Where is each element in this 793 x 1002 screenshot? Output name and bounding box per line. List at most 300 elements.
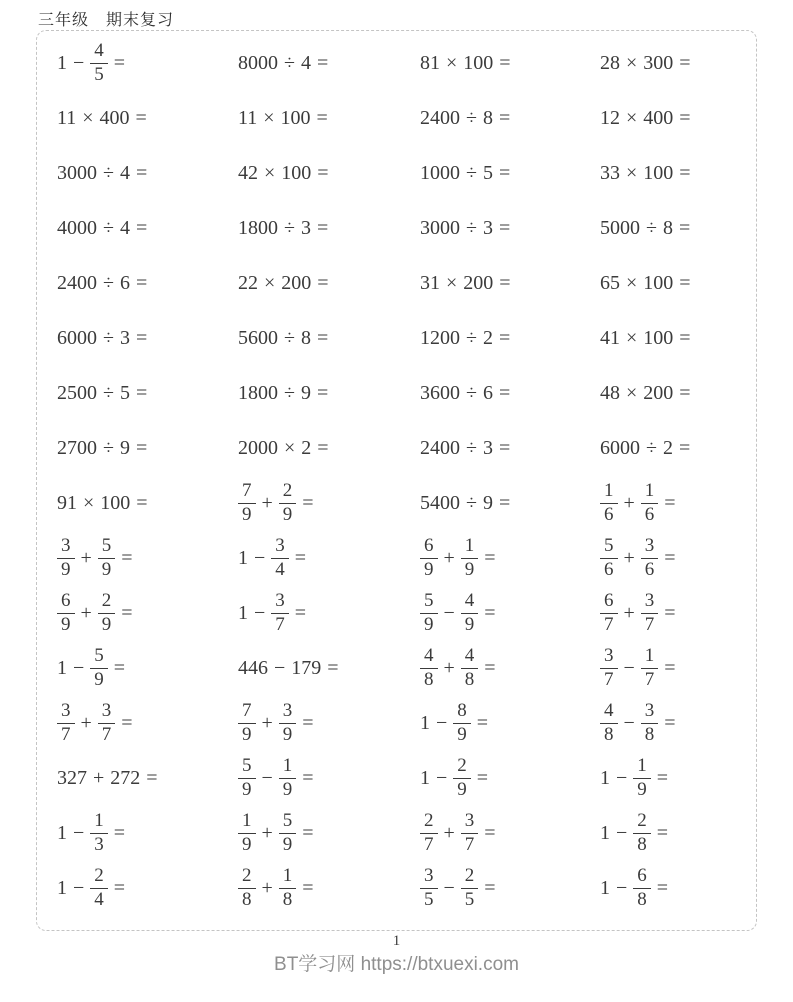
problem-cell: [57, 201, 238, 256]
problem-cell: [238, 256, 420, 311]
math-token: ×: [83, 492, 95, 514]
math-token: 2: [662, 437, 673, 459]
problem-cell: [57, 751, 238, 806]
math-token: =: [664, 657, 676, 679]
math-token: +: [80, 547, 92, 569]
math-token: =: [484, 822, 496, 844]
fraction: $\frac{3}{6}$: [641, 536, 659, 580]
math-token: ÷: [466, 437, 477, 459]
math-token: ÷: [466, 382, 477, 404]
math-token: ×: [626, 162, 638, 184]
math-token: =: [679, 382, 691, 404]
math-token: 9: [119, 437, 130, 459]
math-token: 1800: [238, 217, 278, 239]
math-token: 81: [420, 52, 440, 74]
math-token: +: [261, 822, 273, 844]
math-token: =: [302, 877, 314, 899]
fraction: $\frac{3}{7}$: [271, 591, 289, 635]
math-token: 2400: [57, 272, 97, 294]
math-token: =: [484, 657, 496, 679]
fraction: $\frac{2}{8}$: [238, 866, 256, 910]
fraction: $\frac{1}{9}$: [633, 756, 651, 800]
problem-cell: [238, 421, 420, 476]
problem-cell: [57, 806, 238, 861]
math-token: =: [316, 327, 329, 349]
math-token: ÷: [466, 217, 477, 239]
math-token: 272: [110, 767, 141, 789]
math-token: ×: [626, 107, 638, 129]
math-token: =: [135, 327, 148, 349]
math-token: 2700: [57, 437, 97, 459]
math-token: =: [678, 437, 691, 459]
math-token: 100: [643, 327, 674, 349]
fraction: $\frac{2}{4}$: [90, 866, 108, 910]
math-token: −: [616, 877, 628, 899]
math-token: 3000: [57, 162, 97, 184]
problem-cell: [57, 476, 238, 531]
problem-cell: [238, 531, 420, 586]
fraction: $\frac{1}{9}$: [461, 536, 479, 580]
problem-cell: [420, 476, 600, 531]
problem-cell: [57, 861, 238, 916]
problem-cell: [57, 696, 238, 751]
problem-cell: [420, 696, 600, 751]
math-token: 5: [482, 162, 493, 184]
math-token: =: [499, 272, 511, 294]
fraction: $\frac{4}{5}$: [90, 41, 108, 85]
math-token: =: [656, 767, 669, 789]
problem-cell: [420, 806, 600, 861]
math-token: 2: [482, 327, 493, 349]
problem-cell: [420, 751, 600, 806]
fraction: $\frac{1}{9}$: [238, 811, 256, 855]
problem-cell: [420, 531, 600, 586]
math-token: =: [302, 822, 314, 844]
math-token: 1: [420, 767, 430, 789]
problem-cell: [57, 91, 238, 146]
math-token: 100: [643, 162, 674, 184]
math-token: =: [484, 877, 496, 899]
math-token: 100: [643, 272, 674, 294]
math-token: ÷: [466, 162, 477, 184]
math-token: 5600: [238, 327, 278, 349]
math-token: −: [254, 602, 266, 624]
math-token: +: [261, 877, 273, 899]
fraction: $\frac{2}{9}$: [98, 591, 116, 635]
math-token: ÷: [284, 217, 295, 239]
math-token: −: [73, 822, 85, 844]
math-token: =: [136, 492, 148, 514]
math-token: =: [135, 437, 148, 459]
math-token: =: [135, 272, 148, 294]
math-token: 6: [119, 272, 130, 294]
problem-cell: [600, 366, 748, 421]
problem-cell: [57, 641, 238, 696]
math-token: 8: [482, 107, 493, 129]
problem-cell: [57, 531, 238, 586]
fraction: $\frac{6}{9}$: [57, 591, 75, 635]
problem-cell: [238, 476, 420, 531]
math-token: +: [80, 602, 92, 624]
fraction: $\frac{1}{6}$: [641, 481, 659, 525]
math-token: =: [113, 822, 126, 844]
math-token: 91: [57, 492, 77, 514]
math-token: −: [274, 657, 286, 679]
fraction: $\frac{4}{8}$: [600, 701, 618, 745]
problem-cell: [600, 146, 748, 201]
math-token: ÷: [103, 162, 114, 184]
math-token: 31: [420, 272, 440, 294]
fraction: $\frac{5}{9}$: [420, 591, 438, 635]
problem-cell: [420, 201, 600, 256]
math-token: =: [302, 492, 314, 514]
math-token: 8: [662, 217, 673, 239]
math-token: 1: [600, 767, 610, 789]
problem-cell: [600, 311, 748, 366]
math-token: −: [616, 822, 628, 844]
math-token: =: [121, 547, 133, 569]
math-token: −: [254, 547, 266, 569]
math-token: 1: [420, 712, 430, 734]
math-token: 100: [463, 52, 494, 74]
fraction: $\frac{4}{8}$: [461, 646, 479, 690]
math-token: 400: [99, 107, 130, 129]
math-token: 11: [57, 107, 77, 129]
math-token: ×: [626, 52, 638, 74]
math-token: 5: [119, 382, 130, 404]
math-token: 1: [57, 822, 67, 844]
math-token: =: [664, 602, 676, 624]
math-token: ×: [626, 327, 638, 349]
math-token: ÷: [103, 217, 114, 239]
math-token: 65: [600, 272, 620, 294]
fraction: $\frac{8}{9}$: [453, 701, 471, 745]
math-token: =: [135, 382, 148, 404]
problem-cell: [238, 36, 420, 91]
problem-cell: [600, 861, 748, 916]
math-token: 4: [119, 217, 130, 239]
math-token: ÷: [466, 327, 477, 349]
math-token: =: [664, 712, 676, 734]
problem-cell: [57, 311, 238, 366]
math-token: 1: [600, 822, 610, 844]
problem-cell: [57, 366, 238, 421]
math-token: =: [484, 547, 496, 569]
math-token: 48: [600, 382, 620, 404]
math-token: 100: [280, 107, 311, 129]
fraction: $\frac{7}{9}$: [238, 701, 256, 745]
math-token: ÷: [284, 52, 295, 74]
math-token: ×: [284, 437, 296, 459]
math-token: =: [476, 712, 489, 734]
math-token: =: [113, 877, 126, 899]
math-token: ÷: [646, 217, 657, 239]
problem-cell: [238, 806, 420, 861]
math-token: ×: [82, 107, 94, 129]
math-token: +: [623, 602, 635, 624]
math-token: +: [623, 547, 635, 569]
math-token: 5400: [420, 492, 460, 514]
math-token: ÷: [103, 382, 114, 404]
math-token: 3: [119, 327, 130, 349]
math-token: ×: [446, 52, 458, 74]
math-token: =: [679, 52, 691, 74]
fraction: $\frac{1}{8}$: [279, 866, 297, 910]
math-token: 5000: [600, 217, 640, 239]
math-token: 22: [238, 272, 258, 294]
problem-cell: [600, 531, 748, 586]
math-token: 12: [600, 107, 620, 129]
math-token: 1: [238, 547, 248, 569]
math-token: 6000: [57, 327, 97, 349]
math-token: 3: [482, 217, 493, 239]
problem-cell: [420, 861, 600, 916]
math-token: =: [316, 382, 329, 404]
fraction: $\frac{2}{8}$: [633, 811, 651, 855]
fraction: $\frac{5}{9}$: [90, 646, 108, 690]
problem-cell: [57, 36, 238, 91]
fraction: $\frac{3}{8}$: [641, 701, 659, 745]
math-token: 1800: [238, 382, 278, 404]
math-token: −: [443, 877, 455, 899]
fraction: $\frac{2}{5}$: [461, 866, 479, 910]
fraction: $\frac{2}{7}$: [420, 811, 438, 855]
math-token: −: [73, 52, 85, 74]
math-token: −: [436, 767, 448, 789]
problem-cell: [238, 586, 420, 641]
math-token: 4: [300, 52, 311, 74]
math-token: =: [113, 657, 126, 679]
fraction: $\frac{7}{9}$: [238, 481, 256, 525]
math-token: 200: [281, 272, 312, 294]
math-token: 2500: [57, 382, 97, 404]
math-token: 41: [600, 327, 620, 349]
problem-cell: [600, 91, 748, 146]
fraction: $\frac{1}{6}$: [600, 481, 618, 525]
problem-cell: [600, 476, 748, 531]
math-token: 100: [281, 162, 312, 184]
math-token: 2000: [238, 437, 278, 459]
math-token: =: [316, 217, 329, 239]
math-token: =: [678, 217, 691, 239]
math-token: =: [135, 162, 148, 184]
math-token: =: [679, 272, 691, 294]
fraction: $\frac{6}{8}$: [633, 866, 651, 910]
math-token: −: [616, 767, 628, 789]
math-token: −: [261, 767, 273, 789]
math-token: =: [679, 327, 691, 349]
math-token: 1200: [420, 327, 460, 349]
fraction: $\frac{6}{9}$: [420, 536, 438, 580]
math-token: 327: [57, 767, 87, 789]
math-token: +: [80, 712, 92, 734]
math-token: 2: [301, 437, 312, 459]
math-token: +: [93, 767, 105, 789]
fraction: $\frac{2}{9}$: [279, 481, 297, 525]
fraction: $\frac{3}{7}$: [641, 591, 659, 635]
math-token: 42: [238, 162, 258, 184]
math-token: =: [317, 162, 329, 184]
fraction: $\frac{5}{9}$: [279, 811, 297, 855]
math-token: 1: [57, 657, 67, 679]
problem-cell: [420, 36, 600, 91]
problems-grid: [57, 36, 748, 916]
math-token: =: [498, 327, 511, 349]
math-token: +: [261, 712, 273, 734]
math-token: ×: [626, 382, 638, 404]
math-token: 2400: [420, 107, 460, 129]
problem-cell: [238, 201, 420, 256]
problem-cell: [420, 146, 600, 201]
math-token: 8000: [238, 52, 278, 74]
math-token: =: [664, 492, 676, 514]
math-token: =: [317, 437, 329, 459]
math-token: 179: [291, 657, 322, 679]
math-token: +: [443, 657, 455, 679]
problem-cell: [238, 641, 420, 696]
problem-cell: [420, 91, 600, 146]
math-token: ÷: [103, 327, 114, 349]
problem-cell: [420, 641, 600, 696]
math-token: 4000: [57, 217, 97, 239]
math-token: −: [73, 657, 85, 679]
problem-cell: [57, 586, 238, 641]
math-token: ÷: [646, 437, 657, 459]
math-token: =: [498, 382, 511, 404]
math-token: =: [135, 217, 148, 239]
math-token: 9: [300, 382, 311, 404]
math-token: 3000: [420, 217, 460, 239]
problem-cell: [420, 366, 600, 421]
math-token: −: [623, 712, 635, 734]
problem-cell: [57, 146, 238, 201]
math-token: 28: [600, 52, 620, 74]
math-token: =: [679, 162, 691, 184]
math-token: +: [261, 492, 273, 514]
math-token: =: [121, 712, 133, 734]
math-token: ×: [626, 272, 638, 294]
math-token: ×: [446, 272, 458, 294]
problem-cell: [238, 751, 420, 806]
math-token: −: [623, 657, 635, 679]
problem-cell: [600, 751, 748, 806]
math-token: +: [443, 547, 455, 569]
problem-cell: [420, 311, 600, 366]
math-token: =: [498, 437, 511, 459]
page-title: 三年级 期末复习: [38, 12, 175, 29]
fraction: $\frac{3}{5}$: [420, 866, 438, 910]
problem-cell: [600, 696, 748, 751]
math-token: ÷: [103, 272, 114, 294]
math-token: ÷: [284, 382, 295, 404]
problem-cell: [238, 696, 420, 751]
problem-cell: [420, 256, 600, 311]
math-token: 6: [482, 382, 493, 404]
fraction: $\frac{5}{6}$: [600, 536, 618, 580]
math-token: 3: [300, 217, 311, 239]
math-token: 33: [600, 162, 620, 184]
math-token: =: [664, 547, 676, 569]
math-token: =: [656, 822, 669, 844]
fraction: $\frac{4}{9}$: [461, 591, 479, 635]
math-token: 1: [57, 877, 67, 899]
problems-border-box: [36, 30, 757, 931]
math-token: 3: [482, 437, 493, 459]
problem-cell: [420, 421, 600, 476]
problem-cell: [600, 256, 748, 311]
math-token: +: [623, 492, 635, 514]
math-token: ×: [263, 107, 275, 129]
math-token: =: [294, 547, 307, 569]
problem-cell: [600, 641, 748, 696]
math-token: 6000: [600, 437, 640, 459]
math-token: =: [656, 877, 669, 899]
math-token: =: [317, 272, 329, 294]
math-token: ÷: [466, 107, 477, 129]
math-token: 300: [643, 52, 674, 74]
math-token: =: [498, 492, 511, 514]
math-token: =: [135, 107, 147, 129]
math-token: −: [436, 712, 448, 734]
math-token: ×: [264, 272, 276, 294]
math-token: 1000: [420, 162, 460, 184]
math-token: 200: [643, 382, 674, 404]
fraction: $\frac{3}{4}$: [271, 536, 289, 580]
math-token: =: [327, 657, 339, 679]
math-token: =: [498, 217, 511, 239]
fraction: $\frac{5}{9}$: [238, 756, 256, 800]
fraction: $\frac{1}{3}$: [90, 811, 108, 855]
math-token: 4: [119, 162, 130, 184]
fraction: $\frac{6}{7}$: [600, 591, 618, 635]
math-token: =: [476, 767, 489, 789]
math-token: =: [498, 162, 511, 184]
problem-cell: [600, 586, 748, 641]
fraction: $\frac{3}{7}$: [461, 811, 479, 855]
problem-cell: [238, 366, 420, 421]
problem-cell: [57, 256, 238, 311]
math-token: ×: [264, 162, 276, 184]
problem-cell: [238, 146, 420, 201]
math-token: ÷: [466, 492, 477, 514]
math-token: 1: [600, 877, 610, 899]
math-token: 400: [643, 107, 674, 129]
problem-cell: [600, 421, 748, 476]
math-token: 1: [238, 602, 248, 624]
math-token: =: [302, 767, 314, 789]
math-token: 1: [57, 52, 67, 74]
math-token: =: [499, 52, 511, 74]
math-token: ÷: [284, 327, 295, 349]
fraction: $\frac{4}{8}$: [420, 646, 438, 690]
problem-cell: [600, 806, 748, 861]
math-token: 3600: [420, 382, 460, 404]
math-token: 11: [238, 107, 258, 129]
math-token: =: [146, 767, 158, 789]
fraction: $\frac{1}{7}$: [641, 646, 659, 690]
math-token: 446: [238, 657, 268, 679]
math-token: +: [443, 822, 455, 844]
math-token: −: [443, 602, 455, 624]
math-token: 9: [482, 492, 493, 514]
math-token: ÷: [103, 437, 114, 459]
fraction: $\frac{3}{7}$: [600, 646, 618, 690]
problem-cell: [600, 201, 748, 256]
fraction: $\frac{3}{9}$: [279, 701, 297, 745]
problem-cell: [238, 91, 420, 146]
fraction: $\frac{1}{9}$: [279, 756, 297, 800]
fraction: $\frac{3}{7}$: [98, 701, 116, 745]
